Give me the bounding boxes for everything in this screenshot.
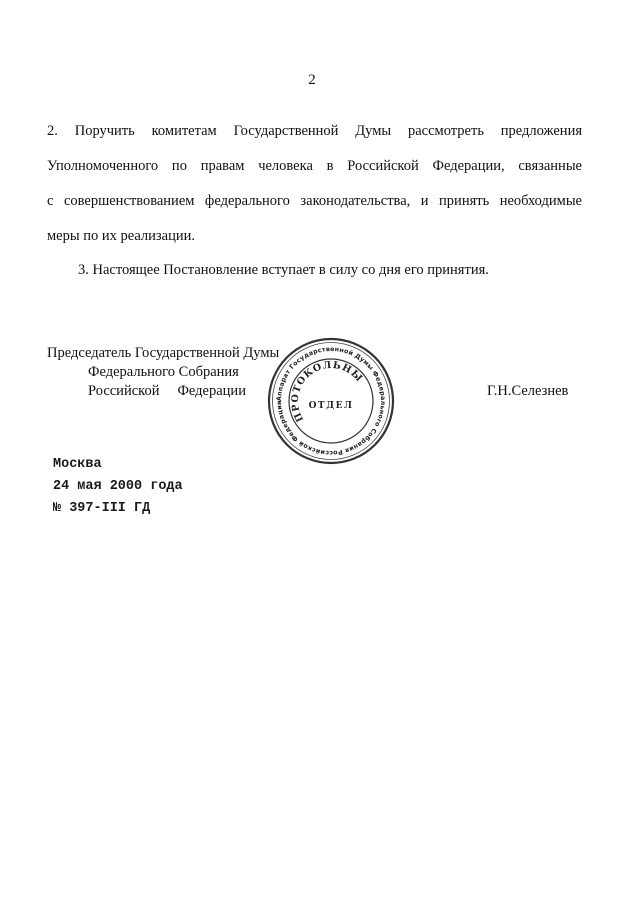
paragraph-line: Уполномоченного по правам человека в Российской Федерации, связанные: [47, 158, 582, 174]
signature-title-word: Российской: [88, 383, 160, 399]
paragraph-item-2: [47, 114, 582, 254]
official-seal-stamp: [266, 336, 396, 466]
paragraph-item-3: [47, 253, 582, 288]
paragraph-line: с совершенствованием федерального законодательства, и принять необходимые: [47, 193, 582, 209]
seal-outer-text: Аппарат Государственной Думы Федерального Собрания Российской Федерации: [275, 345, 387, 457]
issue-info: [53, 454, 183, 520]
signature-title-word: Федерации: [177, 383, 246, 399]
signature-title-line-3: [47, 382, 279, 401]
issue-date: 24 мая 2000 года: [53, 479, 183, 494]
signature-title-line-1: Председатель Государственной Думы: [47, 345, 280, 361]
page-number: 2: [308, 72, 316, 88]
paragraph-line: 2. Поручить комитетам Государственной Думы рассмотреть предложения: [47, 123, 582, 139]
signature-title-line-2: Федерального Собрания: [88, 364, 239, 380]
issue-city: Москва: [53, 457, 102, 472]
paragraph-line: меры по их реализации.: [47, 228, 195, 244]
seal-inner-text: ПРОТОКОЛЬНЫЙ: [289, 359, 365, 424]
seal-graphic: [266, 336, 396, 466]
signer-name: Г.Н.Селезнев: [487, 383, 569, 399]
issue-number: № 397-III ГД: [53, 501, 151, 516]
seal-center-text: ОТДЕЛ: [308, 401, 354, 411]
signature-title: [47, 344, 279, 401]
paragraph-line: 3. Настоящее Постановление вступает в силу со дня его принятия.: [78, 262, 489, 278]
